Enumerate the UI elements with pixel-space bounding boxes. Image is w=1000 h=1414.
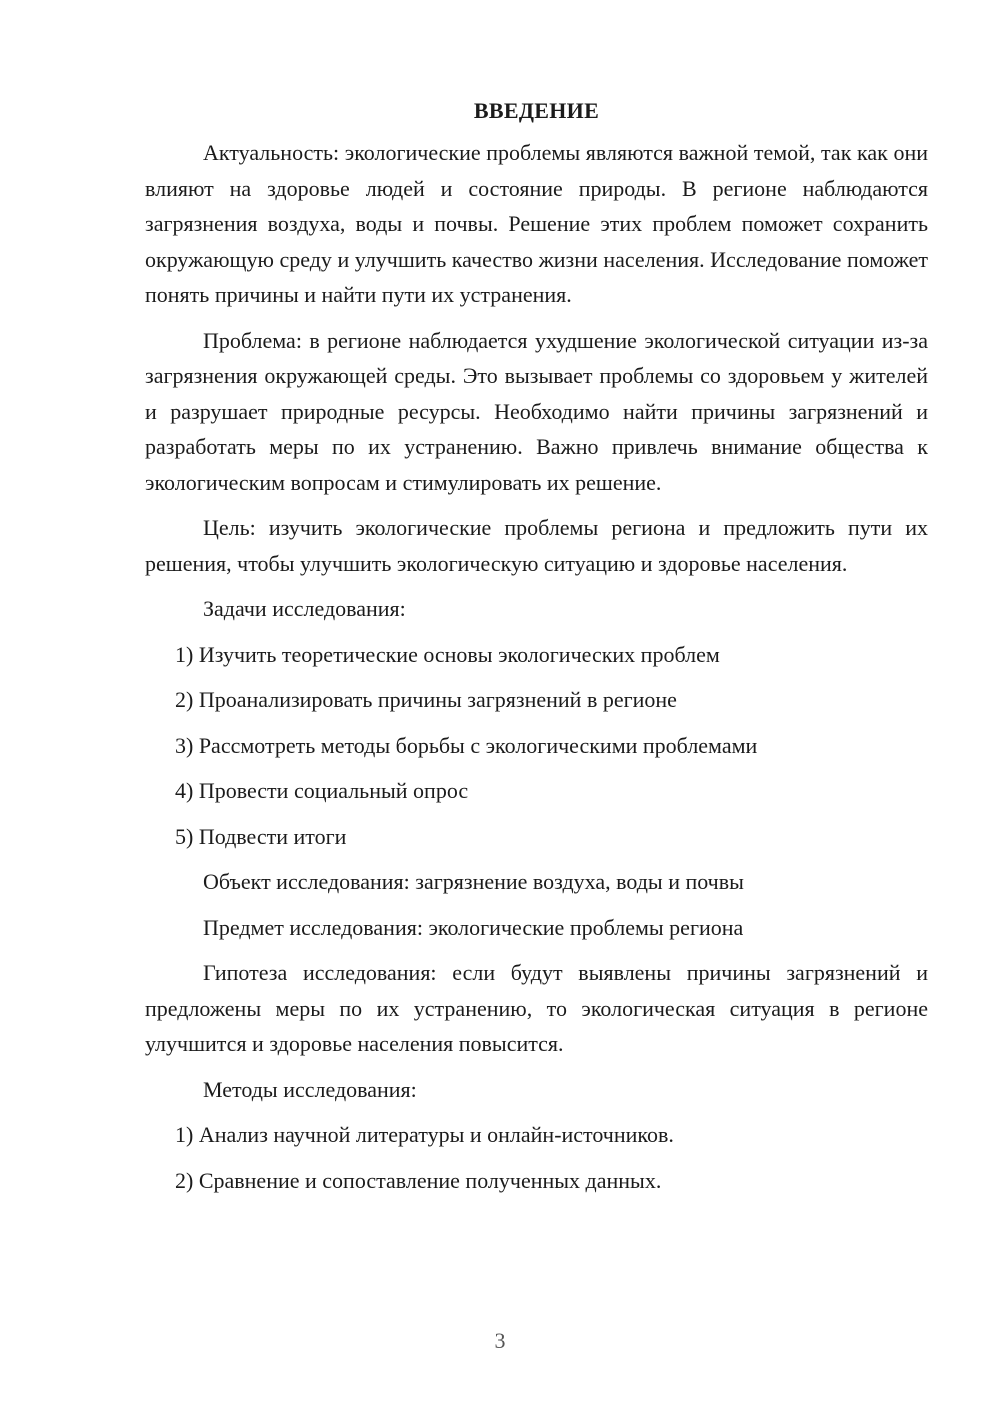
task-item: 5) Подвести итоги <box>175 823 347 849</box>
methods-heading: Методы исследования: <box>203 1076 417 1102</box>
task-item: 4) Провести социальный опрос <box>175 778 469 803</box>
research-subject: Предмет исследования: экологические проблемы региона <box>203 914 744 940</box>
task-item: 3) Рассмотреть методы борьбы с экологическими проблемами <box>175 732 758 758</box>
research-object: Объект исследования: загрязнение воздуха, воды и почвы <box>203 869 744 894</box>
task-item: 1) Изучить теоретические основы экологических проблем <box>175 641 720 667</box>
goal-paragraph: Цель: изучить экологические проблемы региона и предложить пути их решения, чтобы улучшить экологическую ситуацию и здоровье населения. <box>145 515 928 576</box>
problem-paragraph: Проблема: в регионе наблюдается ухудшение экологической ситуации из-за загрязнения окружающей среды. Это вызывает проблемы со здоровьем у жителей и разрушает природные ресурсы. Необходимо найти причины загрязнений и разработать меры по их устранению. Важно привлечь внимание общества к экологическим вопросам и стимулировать их решение. <box>145 327 928 495</box>
relevance-paragraph: Актуальность: экологические проблемы являются важной темой, так как они влияют на здоровье людей и состояние природы. В регионе наблюдаются загрязнения воздуха, воды и почвы. Решение этих проблем поможет сохранить окружающую среду и улучшить качество жизни населения. Исследование поможет понять причины и найти пути их устранения. <box>145 140 928 307</box>
method-item: 1) Анализ научной литературы и онлайн-источников. <box>175 1122 674 1147</box>
method-item: 2) Сравнение и сопоставление полученных данных. <box>175 1167 662 1193</box>
page-number: 3 <box>494 1328 506 1353</box>
tasks-heading: Задачи исследования: <box>203 596 406 621</box>
hypothesis-paragraph: Гипотеза исследования: если будут выявлены причины загрязнений и предложены меры по их устранению, то экологическая ситуация в регионе улучшится и здоровье населения повысится. <box>145 960 928 1056</box>
task-item: 2) Проанализировать причины загрязнений в регионе <box>175 687 677 712</box>
document-page <box>145 93 928 1208</box>
page-title: ВВЕДЕНИЕ <box>473 98 600 123</box>
